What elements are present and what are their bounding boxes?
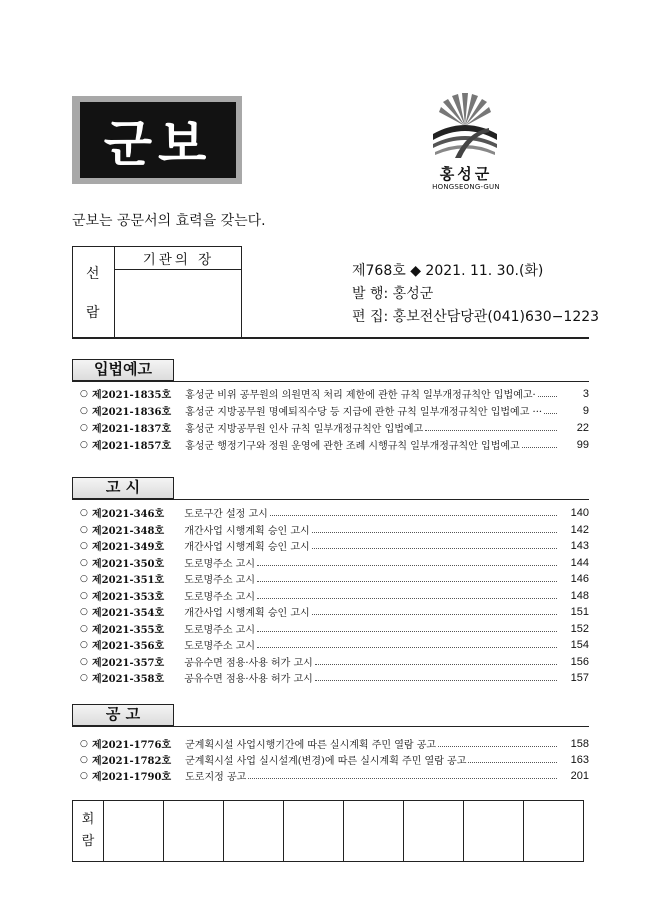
list-item[interactable]: ○ 제2021-1857호 홍성군 행정기구와 정원 운영에 관한 조례 시행규칙 일부개정규칙안 입법예고 99 [80,438,589,452]
selection-label-bottom: 람 [86,305,100,321]
signature-cell[interactable] [224,801,284,861]
section-header-notification: 고 시 [72,477,174,499]
list-item[interactable]: ○ 제2021-1837호 홍성군 지방공무원 인사 규칙 일부개정규칙안 입법예고 22 [80,421,589,435]
selection-box-header-divider [114,269,242,270]
section-header-announcement: 공 고 [72,704,174,726]
list-item[interactable]: ○ 제2021-355호 도로명주소 고시 152 [80,622,589,636]
list-item[interactable]: ○ 제2021-356호 도로명주소 고시 154 [80,638,589,652]
signature-cell[interactable] [404,801,464,861]
signature-cell[interactable] [104,801,164,861]
section-rule [72,726,589,727]
list-item[interactable]: ○ 제2021-346호 도로구간 설정 고시 140 [80,506,589,520]
county-name-english: HONGSEONG-GUN [432,183,500,191]
county-name-korean: 홍성군 [439,165,493,183]
section-rule [72,499,589,500]
list-item[interactable]: ○ 제2021-353호 도로명주소 고시 148 [80,589,589,603]
issue-editor: 편 집: 홍보전산담당관(041)630−1223 [352,309,600,325]
circulation-label-top: 회 [81,812,95,827]
list-item[interactable]: ○ 제2021-350호 도로명주소 고시 144 [80,556,589,570]
list-item[interactable]: ○ 제2021-1782호 군계획시설 사업 실시설계(변경)에 따른 실시계획 주민 열람 공고 163 [80,753,589,767]
list-item[interactable]: ○ 제2021-1835호 홍성군 비위 공무원의 의원면직 처리 제한에 관한 규칙 일부개정규칙안 입법예고· 3 [80,387,589,401]
circulation-label-bottom: 람 [81,834,95,849]
section-header-legislative-notice: 입법예고 [72,359,174,381]
county-logo-icon [425,92,505,162]
signature-cell[interactable] [284,801,344,861]
org-head-header: 기관의 장 [142,252,215,268]
list-item[interactable]: ○ 제2021-1776호 군계획시설 사업시행기간에 따른 실시계획 주민 열람 공고 158 [80,737,589,751]
issue-publisher: 발 행: 홍성군 [352,286,434,302]
list-item[interactable]: ○ 제2021-357호 공유수면 점용·사용 허가 고시 156 [80,655,589,669]
selection-label-top: 선 [86,266,100,282]
list-item[interactable]: ○ 제2021-1836호 홍성군 지방공무원 명예퇴직수당 등 지급에 관한 규칙 일부개정규칙안 입법예고 ··· 9 [80,404,589,418]
masthead-title: 군보 [80,102,236,178]
list-item[interactable]: ○ 제2021-349호 개간사업 시행계획 승인 고시 143 [80,539,589,553]
list-item[interactable]: ○ 제2021-348호 개간사업 시행계획 승인 고시 142 [80,523,589,537]
header-divider [72,337,589,339]
issue-number-date: 제768호 ◆ 2021. 11. 30.(화) [352,263,544,279]
circulation-label [73,801,104,861]
signature-cell[interactable] [464,801,524,861]
signature-cell[interactable] [164,801,224,861]
signature-cell[interactable] [344,801,404,861]
section-rule [72,381,589,382]
list-item[interactable]: ○ 제2021-358호 공유수면 점용·사용 허가 고시 157 [80,671,589,685]
signature-cell[interactable] [524,801,583,861]
list-item[interactable]: ○ 제2021-351호 도로명주소 고시 146 [80,572,589,586]
circulation-box [72,800,584,862]
list-item[interactable]: ○ 제2021-1790호 도로지정 공고 201 [80,769,589,783]
gazette-subtitle: 군보는 공문서의 효력을 갖는다. [72,213,266,229]
list-item[interactable]: ○ 제2021-354호 개간사업 시행계획 승인 고시 151 [80,605,589,619]
